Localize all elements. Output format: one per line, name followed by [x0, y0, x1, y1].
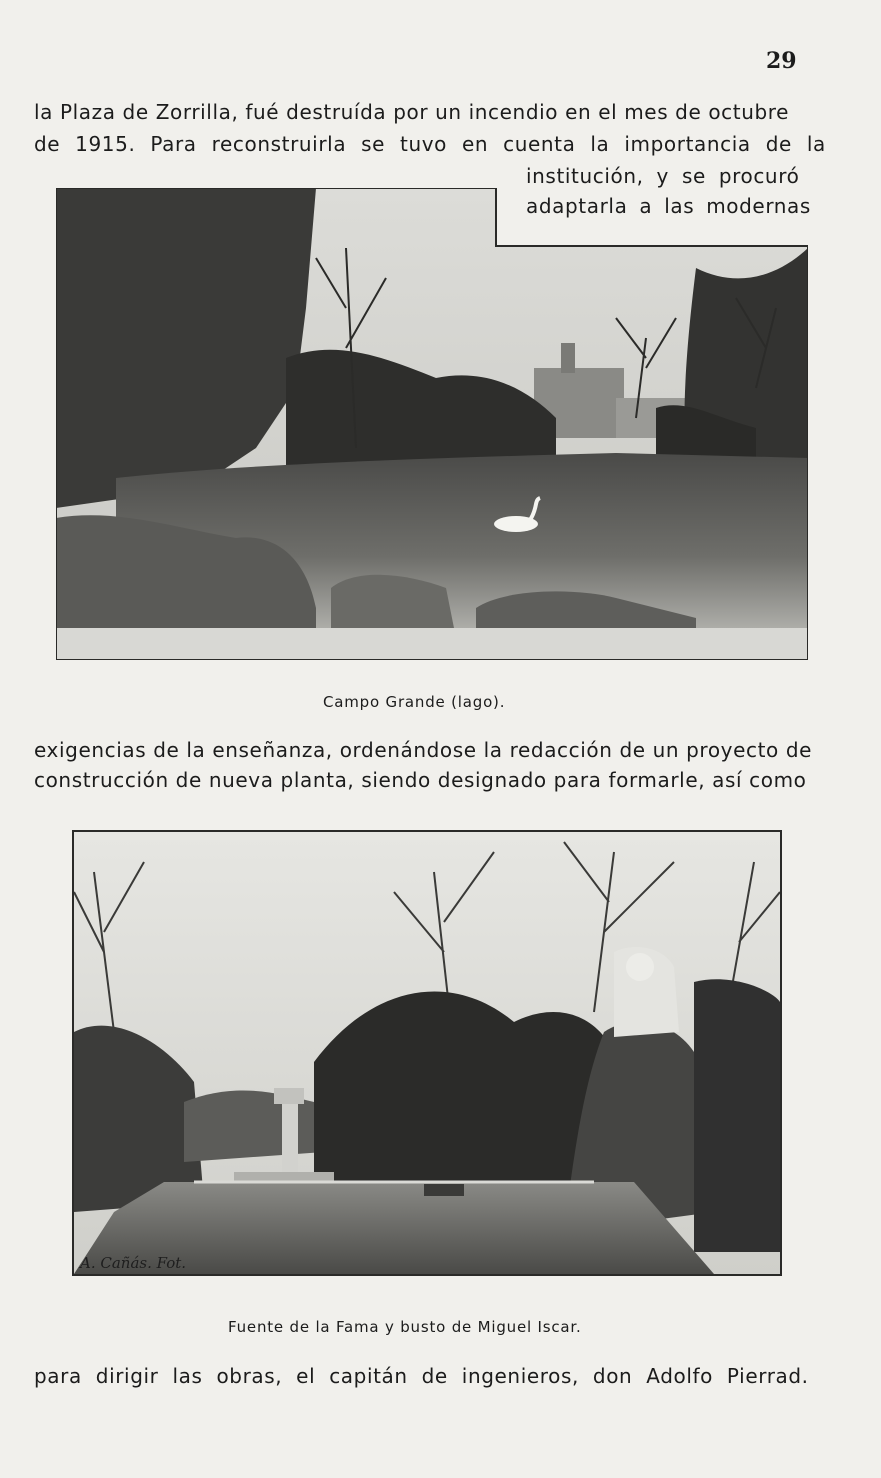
- body-text-line: de 1915. Para reconstruirla se tuvo en cuenta la importancia de la: [34, 132, 826, 156]
- body-text-line: la Plaza de Zorrilla, fué destruída por un incendio en el mes de octubre: [34, 100, 790, 124]
- body-text-line: adaptarla a las modernas: [526, 194, 811, 218]
- photographer-signature: A. Cañás. Fot.: [80, 1254, 187, 1272]
- page-number: 29: [766, 48, 797, 74]
- photo-campo-grande-lake: [56, 188, 808, 660]
- body-text-line: exigencias de la enseñanza, ordenándose la redacción de un proyecto de: [34, 738, 813, 762]
- photo-fuente-de-la-fama: [72, 830, 782, 1276]
- photo-caption: Campo Grande (lago).: [323, 693, 506, 711]
- photo-caption: Fuente de la Fama y busto de Miguel Iscar.: [228, 1318, 582, 1336]
- body-text-line: para dirigir las obras, el capitán de ingenieros, don Adolfo Pierrad.: [34, 1364, 809, 1388]
- body-text-line: construcción de nueva planta, siendo designado para formarle, así como: [34, 768, 807, 792]
- body-text-line: institución, y se procuró: [526, 164, 800, 188]
